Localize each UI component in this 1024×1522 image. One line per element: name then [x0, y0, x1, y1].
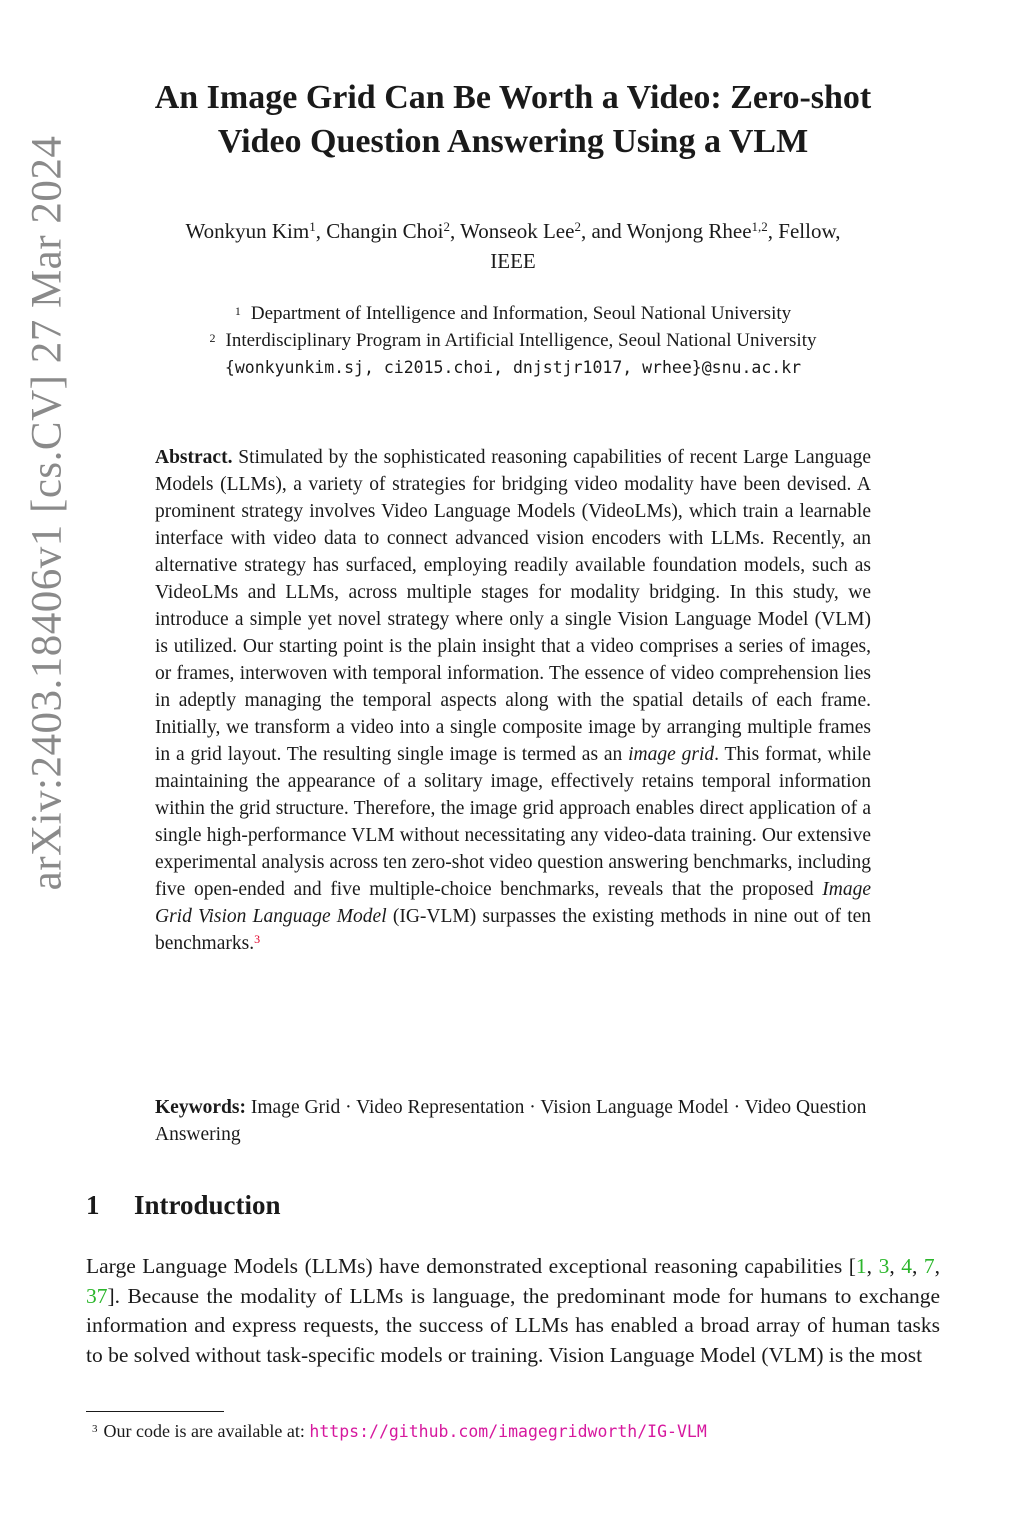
intro-text: Large Language Models (LLMs) have demonstrated exceptional reasoning capabilities [: [86, 1254, 856, 1278]
author-name: , and Wonjong Rhee: [580, 219, 752, 243]
citation-link[interactable]: 4: [901, 1254, 912, 1278]
abstract-text: Stimulated by the sophisticated reasoning capabilities of recent Large Language Models (LLMs), a variety of strategies for bridging video modality have been devised. A prominent strategy involves Video Language Models (VideoLMs), which train a learnable interface with video data to connect advanced vision encoders with LLMs. Recently, an alternative strategy has surfaced, employing readily available foundation models, such as VideoLMs and LLMs, across multiple stages for modality bridging. In this study, we introduce a simple yet novel strategy where only a single Vision Language Model (VLM) is utilized. Our starting point is the plain insight that a video comprises a series of images, or frames, interwoven with temporal information. The essence of video comprehension lies in adeptly managing the temporal aspects along with the spatial details of each frame. Initially, we transform a video into a single composite image by arranging multiple frames in a grid layout. The resulting single image is termed as an: [155, 447, 871, 765]
abstract: [155, 444, 871, 957]
affiliations: [84, 300, 942, 381]
author-suffix: , Fellow,: [767, 219, 841, 243]
keywords-label: Keywords:: [155, 1097, 246, 1118]
citation-link[interactable]: 37: [86, 1283, 108, 1308]
affil-mark: 2: [209, 331, 216, 345]
arxiv-sidebar: [14, 78, 80, 948]
footnote-divider: [86, 1411, 224, 1412]
section-title: Introduction: [134, 1190, 281, 1220]
author-line-2: IEEE: [490, 249, 536, 273]
footnote: [92, 1418, 707, 1445]
affil-mark: 1: [234, 304, 241, 318]
citation-link[interactable]: 1: [855, 1254, 867, 1278]
intro-paragraph: Large Language Models (LLMs) have demonstrated exceptional reasoning capabilities [1, 3, 4, 7, 37]. Because the modality of LLMs is language, the predominant mode for humans to exchange information and express requests, the success of LLMs has enabled a broad array of human tasks to be solved without task-specific models or training. Vision Language Model (VLM) is the most: [86, 1254, 941, 1367]
author-name: , Changin Choi: [315, 219, 444, 243]
author-affil-mark: 1,2: [751, 219, 768, 234]
footnote-link[interactable]: 3: [254, 932, 261, 946]
author-affil-mark: 2: [574, 219, 581, 234]
abstract-text: . This format, while maintaining the appearance of a solitary image, effectively retains temporal information within the grid structure. Therefore, the image grid approach enables direct application of a single high-performance VLM without necessitating any video-data training. Our extensive experimental analysis across ten zero-shot video question answering benchmarks, including five open-ended and five multiple-choice benchmarks, reveals that the proposed: [155, 744, 871, 900]
affiliation-2: Interdisciplinary Program in Artificial Intelligence, Seoul National University: [225, 330, 817, 351]
keywords-text: Image Grid · Video Representation · Vision Language Model · Video Question Answering: [155, 1097, 867, 1145]
author-list: [84, 216, 942, 276]
section-number: 1: [86, 1190, 100, 1220]
footnote-mark: 3: [92, 1423, 98, 1435]
footnote-text: Our code is are available at:: [103, 1421, 305, 1441]
abstract-emphasis: Image Grid Vision Language Model: [155, 879, 872, 927]
affiliation-1: Department of Intelligence and Information, Seoul National University: [250, 303, 792, 324]
author-affil-mark: 2: [443, 219, 450, 234]
abstract-label: Abstract.: [155, 447, 233, 468]
section-heading: [86, 1190, 281, 1221]
title-line-2: Video Question Answering Using a VLM: [217, 123, 809, 160]
author-name: Wonkyun Kim: [185, 219, 310, 243]
title-line-1: An Image Grid Can Be Worth a Video: Zero-shot: [154, 79, 872, 116]
author-name: , Wonseok Lee: [449, 219, 575, 243]
paper-title: [80, 76, 946, 164]
abstract-emphasis: image grid: [628, 744, 715, 765]
keywords: [155, 1094, 871, 1148]
abstract-text: (IG-VLM) surpasses the existing methods in nine out of ten benchmarks.: [155, 906, 872, 954]
arxiv-identifier: arXiv:2403.18406v1 [cs.CV] 27 Mar 2024: [23, 135, 71, 891]
author-emails: {wonkyunkim.sj, ci2015.choi, dnjstjr1017, wrhee}@snu.ac.kr: [224, 358, 802, 377]
citation-link[interactable]: 7: [923, 1254, 935, 1278]
intro-text: ]. Because the modality of LLMs is language, the predominant mode for humans to exchange information and express requests, the success of LLMs has enabled a broad array of human tasks to be solved without task-specific models or training. Vision Language Model (VLM) is the most: [86, 1283, 940, 1367]
citation-link[interactable]: 3: [878, 1254, 890, 1278]
code-url-link[interactable]: https://github.com/imagegridworth/IG-VLM: [309, 1422, 707, 1441]
author-affil-mark: 1: [309, 219, 316, 234]
